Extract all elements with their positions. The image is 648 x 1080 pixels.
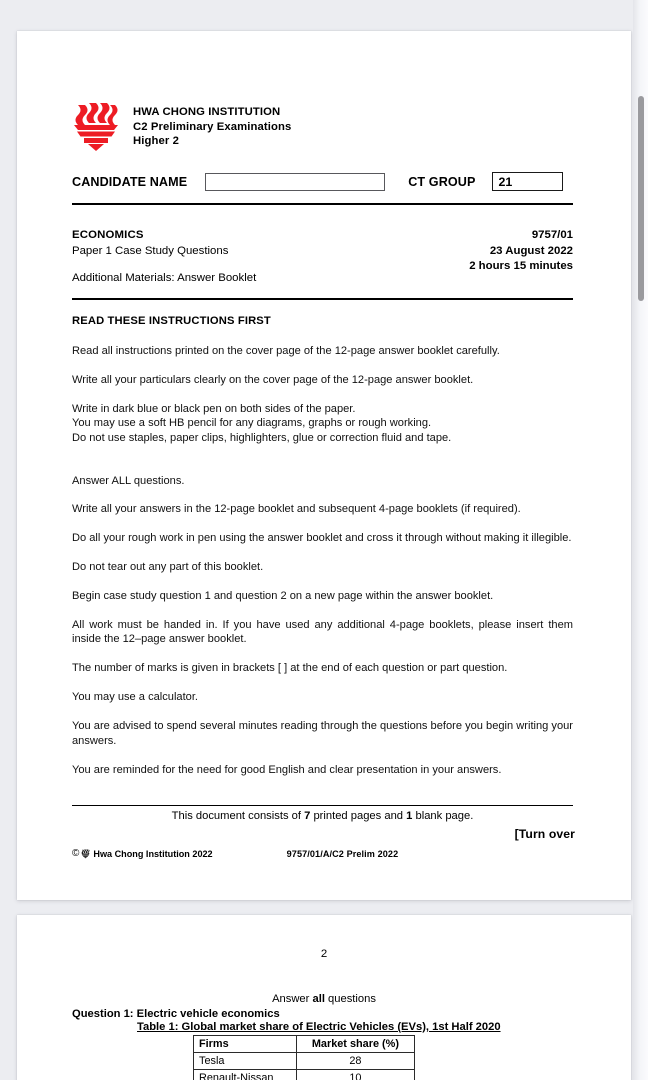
instruction-paragraph-multiline — [72, 402, 573, 445]
printed-pages-count: 7 — [304, 810, 311, 822]
table-row — [194, 1070, 415, 1080]
instruction-paragraph: You are reminded for the need for good English and clear presentation in your answers. — [72, 763, 502, 776]
paper-code: 9757/01 — [531, 229, 573, 241]
candidate-row — [72, 172, 575, 191]
subject-block — [72, 228, 573, 275]
candidate-name-input[interactable] — [205, 173, 385, 191]
cell-market-share: 28 — [296, 1053, 414, 1070]
cell-market-share: 10 — [296, 1070, 414, 1080]
additional-materials: Additional Materials: Answer Booklet — [72, 272, 257, 284]
instruction-paragraph: Do not tear out any part of this booklet. — [72, 561, 264, 574]
vertical-scrollbar-thumb[interactable] — [638, 96, 644, 301]
copyright-text: Hwa Chong Institution 2022 — [93, 848, 213, 859]
cell-firm-name: Renault-Nissan — [194, 1070, 297, 1080]
table-row — [194, 1053, 415, 1070]
instruction-paragraph: Begin case study question 1 and question 2 on a new page within the answer booklet. — [72, 590, 494, 603]
ct-group-label: CT GROUP — [408, 174, 476, 189]
exam-date: 23 August 2022 — [489, 244, 573, 257]
divider-rule-bottom — [72, 298, 573, 300]
ev-market-share-table — [193, 1035, 415, 1080]
page-number: 2 — [320, 948, 328, 960]
instruction-line: Write in dark blue or black pen on both sides of the paper. — [72, 402, 356, 415]
instruction-paragraph: Write all your particulars clearly on the cover page of the 12-page answer booklet. — [72, 373, 474, 386]
school-name-block — [133, 99, 291, 149]
column-header-firms: Firms — [194, 1036, 297, 1053]
instructions-section — [72, 315, 573, 791]
blank-pages-count: 1 — [406, 810, 413, 822]
subject-name: ECONOMICS — [72, 229, 144, 241]
instruction-paragraph: You may use a calculator. — [72, 691, 199, 704]
answer-all-emphasis: all — [312, 993, 325, 1005]
doc-note-prefix: This document consists of — [171, 810, 305, 822]
vertical-scrollbar-track[interactable] — [633, 0, 648, 1080]
school-masthead — [72, 99, 291, 151]
table-1-caption: Table 1: Global market share of Electric Vehicles (EVs), 1st Half 2020 — [137, 1021, 501, 1033]
instructions-heading: READ THESE INSTRUCTIONS FIRST — [72, 315, 271, 327]
table-header-row — [194, 1036, 415, 1053]
answer-all-suffix: questions — [324, 993, 376, 1005]
document-pages-note — [72, 810, 573, 822]
paper-title: Paper 1 Case Study Questions — [72, 244, 229, 257]
school-name: HWA CHONG INSTITUTION — [133, 106, 281, 118]
answer-all-note — [17, 993, 631, 1005]
footer-divider-rule — [72, 805, 573, 806]
divider-rule-top — [72, 203, 573, 205]
exam-level: Higher 2 — [133, 135, 179, 148]
instruction-paragraph: Read all instructions printed on the cover page of the 12-page answer booklet carefully. — [72, 345, 500, 357]
column-header-market-share: Market share (%) — [296, 1036, 414, 1053]
document-page-2 — [17, 915, 631, 1080]
turn-over-note: [Turn over — [514, 827, 575, 841]
instruction-paragraph: You are advised to spend several minutes reading through the questions before you begin writing your answers. — [72, 720, 573, 747]
document-page-1 — [17, 31, 631, 900]
copyright-symbol-icon: © — [72, 848, 80, 859]
exam-duration: 2 hours 15 minutes — [469, 260, 573, 273]
copyright-row — [72, 848, 573, 859]
hwa-chong-crest-mini-icon — [81, 848, 90, 859]
instruction-paragraph: Do all your rough work in pen using the answer booklet and cross it through without making it illegible. — [72, 532, 572, 545]
hwa-chong-crest-icon — [72, 99, 120, 151]
exam-name: C2 Preliminary Examinations — [133, 120, 292, 133]
instruction-spacer — [72, 460, 573, 474]
doc-note-suffix: blank page. — [412, 810, 474, 822]
instruction-paragraph: Answer ALL questions. — [72, 474, 185, 487]
instruction-paragraph: All work must be handed in. If you have used any additional 4-page booklets, please insert them inside the 12–page answer booklet. — [72, 619, 573, 646]
instruction-paragraph: The number of marks is given in brackets [ ] at the end of each question or part question. — [72, 662, 508, 675]
instruction-line: You may use a soft HB pencil for any diagrams, graphs or rough working. — [72, 417, 432, 430]
paper-code-footer: 9757/01/A/C2 Prelim 2022 — [286, 848, 399, 859]
instruction-line: Do not use staples, paper clips, highlighters, glue or correction fluid and tape. — [72, 431, 452, 444]
cell-firm-name: Tesla — [194, 1053, 297, 1070]
instruction-paragraph: Write all your answers in the 12-page booklet and subsequent 4-page booklets (if required). — [72, 503, 521, 516]
candidate-name-label: CANDIDATE NAME — [72, 174, 188, 189]
answer-all-prefix: Answer — [272, 993, 313, 1005]
question-1-title: Question 1: Electric vehicle economics — [72, 1008, 280, 1020]
ct-group-value[interactable]: 21 — [492, 172, 563, 191]
doc-note-mid: printed pages and — [310, 810, 407, 822]
